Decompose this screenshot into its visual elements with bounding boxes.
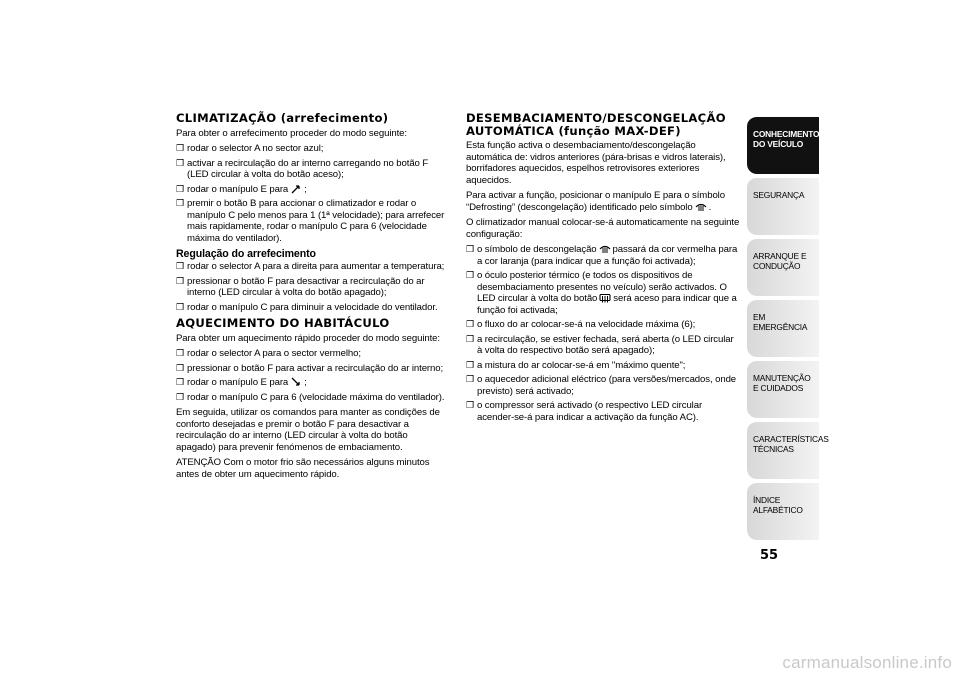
bullet-icon: ❒: [176, 275, 184, 286]
bullet-icon: ❒: [176, 362, 184, 373]
heating-paragraph: Em seguida, utilizar os comandos para manter as condições de conforto desejadas e premir o botão F para desactivar a recirculação do ar interno (LED circular à volta do botão apagado) para prevenir fenómenos de embaciamento.: [176, 407, 440, 453]
bullet-icon: ❒: [176, 301, 184, 312]
cooling-steps: [176, 143, 448, 244]
list-item: ❒ rodar o manípulo E para ;: [176, 183, 307, 195]
heating-steps: [176, 348, 448, 403]
heating-intro: Para obter um aquecimento rápido proceder do modo seguinte:: [176, 332, 440, 344]
tab-safety[interactable]: SEGURANÇA: [747, 177, 819, 235]
list-item: ❒ rodar o selector A para a direita para aumentar a temperatura;: [176, 261, 445, 272]
list-item: ❒ activar a recirculação do ar interno carregando no botão F (LED circular à volta do botão aceso);: [176, 157, 429, 180]
bullet-icon: ❒: [466, 400, 474, 410]
list-item: ❒ rodar o manípulo C para 6 (velocidade máxima do ventilador).: [176, 391, 445, 403]
section-title-max-def: DESEMBACIAMENTO/DESCONGELAÇÃO AUTOMÁTICA (função MAX-DEF): [466, 111, 726, 138]
max-def-config-list: [466, 244, 740, 423]
bullet-icon: ❒: [466, 359, 474, 370]
list-item: ❒ o fluxo do ar colocar-se-á na velocidade máxima (6);: [466, 319, 696, 330]
warning-paragraph: ATENÇÃO Com o motor frio são necessários alguns minutos antes de obter um aquecimento rápido.: [176, 457, 430, 480]
list-item: ❒ a mistura do ar colocar-se-á em "máximo quente";: [466, 359, 686, 371]
list-item: ❒ rodar o manípulo C para diminuir a velocidade do ventilador.: [176, 301, 438, 313]
max-def-description: Esta função activa o desembaciamento/descongelação automática de: vidros anteriores (pára-brisas e vidros laterais), borrifadores aquecidos, espelhos retrovisores exteriores aquecidos.: [466, 140, 726, 186]
list-item: ❒ premir o botão B para accionar o climatizador e rodar o manípulo C pelo menos para 1 (1ª velocidade); para arrefecer mais rapidamente, rodar o manípulo C para 6 (velocidade máxima do ventilador).: [176, 198, 445, 244]
list-item: ❒ rodar o selector A no sector azul;: [176, 143, 324, 154]
bullet-icon: ❒: [176, 143, 184, 153]
left-column: [176, 112, 448, 484]
bullet-icon: ❒: [466, 270, 474, 280]
list-item: ❒ pressionar o botão F para desactivar a recirculação do ar interno (LED circular à volta do botão apagado);: [176, 275, 425, 298]
bullet-icon: ❒: [466, 374, 474, 384]
bullet-icon: ❒: [176, 261, 184, 271]
defrost-icon: [695, 202, 707, 212]
list-item: ❒ o óculo posterior térmico (e todos os dispositivos de desembaciamento presentes no veículo) serão activados. O LED circular à volta do botão será aceso para indicar que a função foi activada;: [466, 270, 737, 316]
tab-starting-driving[interactable]: ARRANQUE E CONDUÇÃO: [747, 238, 819, 296]
bullet-icon: ❒: [466, 319, 474, 329]
tab-vehicle-knowledge[interactable]: CONHECIMENTO DO VEÍCULO: [747, 116, 819, 174]
section-title-cooling-regulation: Regulação do arrefecimento: [176, 248, 316, 260]
section-title-heating: AQUECIMENTO DO HABITÁCULO: [176, 316, 390, 330]
list-item: ❒ pressionar o botão F para activar a recirculação do ar interno;: [176, 362, 444, 374]
bullet-icon: ❒: [176, 198, 184, 208]
tab-index[interactable]: ÍNDICE ALFABÉTICO: [747, 482, 819, 540]
list-item: ❒ o símbolo de descongelação passará da cor vermelha para a cor laranja (para indicar que a função foi activada);: [466, 244, 738, 267]
tab-emergency[interactable]: EM EMERGÊNCIA: [747, 299, 819, 357]
defrost-icon: [599, 244, 611, 254]
tab-technical-specs[interactable]: CARACTERÍSTICAS TÉCNICAS: [747, 421, 819, 479]
bullet-icon: ❒: [176, 157, 184, 168]
page-number: 55: [760, 548, 779, 563]
max-def-activation: Para activar a função, posicionar o manípulo E para o símbolo “Defrosting” (descongelação) identificado pelo símbolo .: [466, 190, 725, 213]
section-title-cooling: CLIMATIZAÇÃO (arrefecimento): [176, 111, 389, 125]
bullet-icon: ❒: [466, 333, 474, 344]
rear-defrost-icon: [599, 293, 611, 303]
list-item: ❒ o compressor será activado (o respectivo LED circular acender-se-á para indicar a activação da função AC).: [466, 400, 703, 423]
bullet-icon: ❒: [176, 391, 184, 402]
bullet-icon: ❒: [176, 377, 184, 387]
list-item: ❒ rodar o manípulo E para ;: [176, 377, 307, 388]
cooling-intro: Para obter o arrefecimento proceder do modo seguinte:: [176, 127, 407, 139]
face-vent-icon: [290, 184, 302, 194]
chapter-tabs: [747, 116, 829, 543]
tab-maintenance[interactable]: MANUTENÇÃO E CUIDADOS: [747, 360, 819, 418]
right-column: [466, 112, 740, 427]
list-item: ❒ rodar o selector A para o sector vermelho;: [176, 348, 361, 359]
feet-vent-icon: [290, 377, 302, 387]
list-item: ❒ o aquecedor adicional eléctrico (para versões/mercados, onde previsto) será activado;: [466, 374, 737, 397]
regulation-steps: [176, 261, 448, 313]
bullet-icon: ❒: [176, 183, 184, 194]
bullet-icon: ❒: [466, 244, 474, 254]
list-item: ❒ a recirculação, se estiver fechada, será aberta (o LED circular à volta do respectivo botão será apagado);: [466, 333, 734, 356]
max-def-config-intro: O climatizador manual colocar-se-á automaticamente na seguinte configuração:: [466, 217, 740, 240]
watermark-logo: carmanualsonline.info: [782, 653, 952, 672]
bullet-icon: ❒: [176, 348, 184, 358]
